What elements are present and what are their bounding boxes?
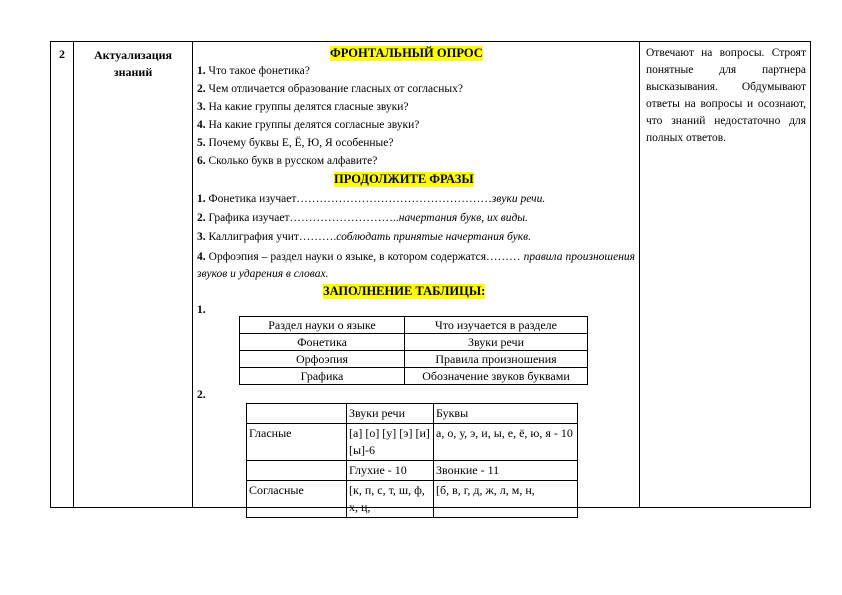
column-divider — [73, 42, 74, 507]
table-header-cell — [247, 404, 347, 424]
table-row — [240, 368, 588, 385]
table-cell: [к, п, с, т, ш, ф, х, ц, — [347, 481, 434, 518]
phrase-item: 1. Фонетика изучает……………………………………………звуки речи. — [197, 193, 546, 205]
table-header-row — [240, 317, 588, 334]
table-cell: Звуки речи — [405, 334, 588, 351]
table-header-row — [247, 404, 578, 424]
table-label: 2. — [197, 389, 206, 401]
student-activity: Отвечают на вопросы. Строят понятные для партнера высказывания. Обдумывают ответы на вопросы и осознают, что знаний недостаточно для полных ответов. — [646, 47, 806, 144]
table-label: 1. — [197, 304, 206, 316]
question-item: 3. На какие группы делятся гласные звуки? — [197, 101, 409, 113]
table-cell: Орфоэпия — [240, 351, 405, 368]
table-header-cell: Что изучается в разделе — [405, 317, 588, 334]
table-cell: Согласные — [247, 481, 347, 518]
table-cell: Глухие - 10 — [347, 461, 434, 481]
table-header-cell: Звуки речи — [347, 404, 434, 424]
table-cell: [а] [о] [у] [э] [и] [ы]-6 — [347, 424, 434, 461]
question-item: 2. Чем отличается образование гласных от согласных? — [197, 83, 463, 95]
question-item: 6. Сколько букв в русском алфавите? — [197, 155, 378, 167]
table-row — [240, 351, 588, 368]
table-row — [247, 424, 578, 461]
stage-name: Актуализация знаний — [93, 48, 173, 79]
phrase-item: 2. Графика изучает………………………..начертания букв, их виды. — [197, 212, 528, 224]
column-divider — [639, 42, 640, 507]
column-divider — [192, 42, 193, 507]
phrase-item: 3. Каллиграфия учит……….соблюдать принятые начертания букв. — [197, 231, 532, 243]
table-header-cell: Раздел науки о языке — [240, 317, 405, 334]
table-cell: Звонкие - 11 — [434, 461, 578, 481]
question-item: 5. Почему буквы Е, Ё, Ю, Я особенные? — [197, 137, 394, 149]
table-row — [240, 334, 588, 351]
question-item: 4. На какие группы делятся согласные звуки? — [197, 119, 420, 131]
phrase-item: 4. Орфоэпия – раздел науки о языке, в котором содержатся……… правила произношения звуков и ударения в словах. — [197, 251, 636, 280]
table-cell: [б, в, г, д, ж, л, м, н, — [434, 481, 578, 518]
sections-table — [239, 316, 588, 385]
survey-title: ФРОНТАЛЬНЫЙ ОПРОС — [330, 46, 483, 60]
phrases-title: ПРОДОЛЖИТЕ ФРАЗЫ — [334, 172, 474, 186]
table-row — [247, 481, 578, 518]
table-cell: Правила произношения — [405, 351, 588, 368]
table-cell: Графика — [240, 368, 405, 385]
sounds-letters-table — [246, 403, 578, 518]
table-cell: а, о, у, э, и, ы, е, ё, ю, я - 10 — [434, 424, 578, 461]
table-task-title: ЗАПОЛНЕНИЕ ТАБЛИЦЫ: — [323, 284, 486, 298]
question-item: 1. Что такое фонетика? — [197, 65, 310, 77]
row-number: 2 — [59, 47, 65, 61]
table-cell — [247, 461, 347, 481]
table-header-cell: Буквы — [434, 404, 578, 424]
lesson-table-row — [50, 41, 811, 514]
table-cell: Гласные — [247, 424, 347, 461]
table-cell: Фонетика — [240, 334, 405, 351]
table-cell: Обозначение звуков буквами — [405, 368, 588, 385]
table-row — [247, 461, 578, 481]
